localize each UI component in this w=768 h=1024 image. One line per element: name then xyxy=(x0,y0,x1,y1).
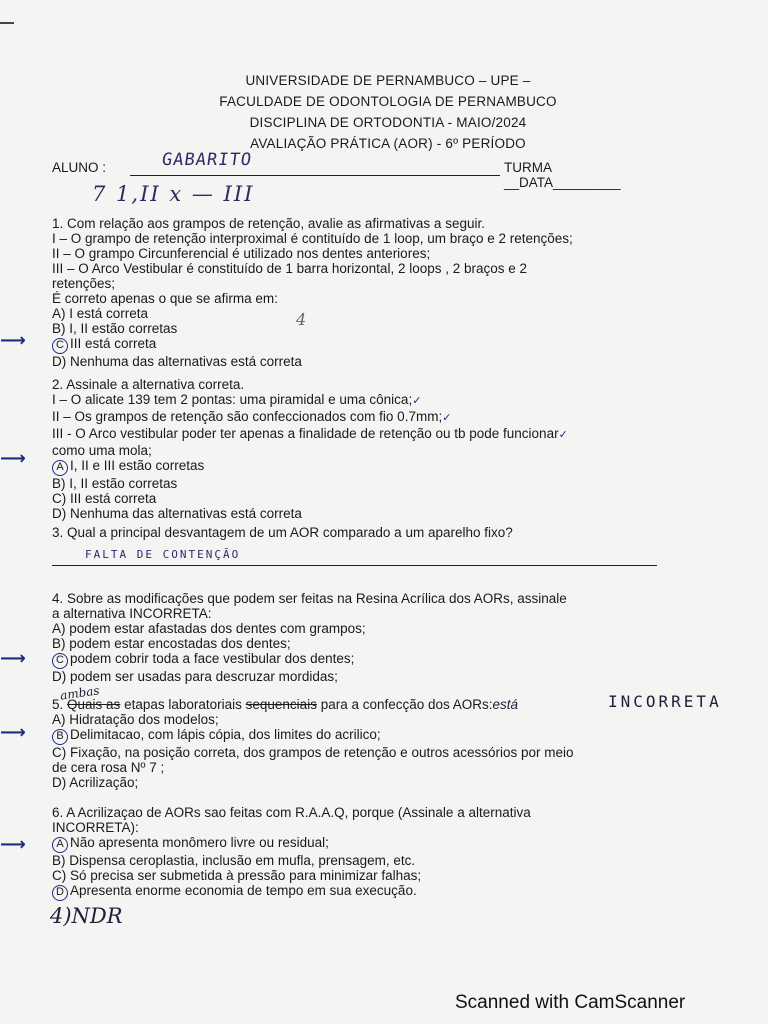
question-1 xyxy=(52,216,712,369)
q6-handwritten-ndr: 4)NDR xyxy=(50,904,123,928)
q2-statement-ii: II – Os grampos de retenção são confeccionados com fio 0.7mm;✓ xyxy=(52,409,452,424)
q1-selected-circle: C xyxy=(52,338,68,354)
q5-title: 5. Quais as etapas laboratoriais sequenciais para a confecção dos AORs:está xyxy=(52,697,519,712)
q1-prompt: É correto apenas o que se afirma em: xyxy=(52,291,278,306)
q5-option-c: C) Fixação, na posição correta, dos grampos de retenção e outros acessórios por meio xyxy=(52,745,574,760)
q2-option-a: A I, II e III estão corretas xyxy=(52,458,712,476)
q3-handwritten-answer: FALTA DE CONTENÇÃO xyxy=(85,548,241,561)
q1-statement-iii-cont: retenções; xyxy=(52,276,116,291)
q5-option-d: D) Acrilização; xyxy=(52,775,139,790)
q6-option-d: D Apresenta enorme economia de tempo em sua execução. xyxy=(52,883,712,901)
q1-statement-ii: II – O grampo Circunferencial é utilizado nos dentes anteriores; xyxy=(52,246,431,261)
student-row xyxy=(52,150,652,190)
header-line-2: FACULDADE DE ODONTOLOGIA DE PERNAMBUCO xyxy=(219,94,557,109)
q4-selected-circle: C xyxy=(52,653,68,669)
question-6 xyxy=(52,805,712,901)
question-3 xyxy=(52,525,712,540)
q1-statement-iii: III – O Arco Vestibular é constituído de 1 barra horizontal, 2 loops , 2 braços e 2 xyxy=(52,261,528,276)
q1-option-c xyxy=(52,336,712,354)
turma-data-field: TURMA __DATA_________ xyxy=(504,160,621,190)
header-line-3: DISCIPLINA DE ORTODONTIA - MAIO/2024 xyxy=(249,115,527,130)
q4-option-a: A) podem estar afastadas dos dentes com grampos; xyxy=(52,621,366,636)
q4-title-cont: a alternativa INCORRETA: xyxy=(52,606,212,621)
student-name-line xyxy=(130,175,500,176)
q5-option-c-cont: de cera rosa Nº 7 ; xyxy=(52,760,165,775)
q6-title: 6. A Acrilizaçao de AORs sao feitas com R.A.A.Q, porque (Assinale a alternativa xyxy=(52,805,531,820)
q2-statement-iii-cont: como uma mola; xyxy=(52,443,152,458)
q5-handwritten-ambas: ambas xyxy=(59,683,101,703)
q1-arrow-icon: ⟶ xyxy=(0,330,26,350)
q5-strike-1: Quais as xyxy=(67,697,121,712)
check-mark-icon: ✓ xyxy=(442,412,452,424)
q6-selected-circle-a: A xyxy=(52,837,68,853)
q4-option-d: D) podem ser usadas para descruzar mordidas; xyxy=(52,669,338,684)
q5-selected-circle: B xyxy=(52,729,68,745)
q4-option-b: B) podem estar encostadas dos dentes; xyxy=(52,636,291,651)
student-label: ALUNO : xyxy=(52,160,107,175)
q5-option-a: A) Hidratação dos modelos; xyxy=(52,712,219,727)
q2-statement-iii: III - O Arco vestibular poder ter apenas a finalidade de retenção ou tb pode funcionar✓ xyxy=(52,426,568,441)
check-mark-icon: ✓ xyxy=(412,395,422,407)
q2-title: 2. Assinale a alternativa correta. xyxy=(52,377,245,392)
q5-option-b: B Delimitacao, com lápis cópia, dos limites do acrilico; xyxy=(52,727,712,745)
q3-answer-line xyxy=(52,565,657,566)
q5-arrow-icon: ⟶ xyxy=(0,722,26,742)
q1-option-b: B) I, II estão corretas xyxy=(52,321,178,336)
q4-arrow-icon: ⟶ xyxy=(0,648,26,668)
student-name-handwritten: GABARITO xyxy=(160,150,254,170)
q4-title: 4. Sobre as modificações que podem ser feitas na Resina Acrílica dos AORs, assinale xyxy=(52,591,567,606)
q3-title: 3. Qual a principal desvantagem de um AOR comparado a um aparelho fixo? xyxy=(52,525,513,540)
q1-option-c-text: III está correta xyxy=(70,336,157,351)
q2-statement-i: I – O alicate 139 tem 2 pontas: uma piramidal e uma cônica;✓ xyxy=(52,392,422,407)
q4-option-c: C podem cobrir toda a face vestibular dos dentes; xyxy=(52,651,712,669)
q1-option-d: D) Nenhuma das alternativas está correta xyxy=(52,354,302,369)
q6-option-b: B) Dispensa ceroplastia, inclusão em mufla, prensagem, etc. xyxy=(52,853,416,868)
check-mark-icon: ✓ xyxy=(558,429,568,441)
q6-selected-circle-d: D xyxy=(52,885,68,901)
q5-handwritten-incorreta: INCORRETA xyxy=(608,692,722,711)
q1-handwritten-mark: 4 xyxy=(296,310,307,329)
q2-option-b: B) I, II estão corretas xyxy=(52,476,178,491)
header-line-4: AVALIAÇÃO PRÁTICA (AOR) - 6º PERÍODO xyxy=(250,136,526,151)
q6-title-cont: INCORRETA): xyxy=(52,820,139,835)
q2-option-c: C) III está correta xyxy=(52,491,157,506)
question-4 xyxy=(52,591,712,684)
q2-selected-circle: A xyxy=(52,460,68,476)
q5-strike-2: sequenciais xyxy=(245,697,317,712)
header-line-1: UNIVERSIDADE DE PERNAMBUCO – UPE – xyxy=(245,73,531,88)
q1-title: 1. Com relação aos grampos de retenção, avalie as afirmativas a seguir. xyxy=(52,216,485,231)
q2-arrow-icon: ⟶ xyxy=(0,448,26,468)
scan-mark xyxy=(0,22,14,24)
question-2 xyxy=(52,377,712,521)
q1-statement-i: I – O grampo de retenção interproximal é contituído de 1 loop, um braço e 2 retenções; xyxy=(52,231,573,246)
q2-option-d: D) Nenhuma das alternativas está correta xyxy=(52,506,302,521)
q6-option-c: C) Só precisa ser submetida à pressão para minimizar falhas; xyxy=(52,868,422,883)
camscanner-watermark: Scanned with CamScanner xyxy=(455,992,686,1013)
document-header xyxy=(0,70,768,154)
handwritten-notes: 7 1,II x — III xyxy=(92,182,255,206)
q6-arrow-icon: ⟶ xyxy=(0,834,26,854)
q1-option-a: A) I está correta xyxy=(52,306,149,321)
q6-option-a: A Não apresenta monômero livre ou residual; xyxy=(52,835,712,853)
q5-handwritten-esta: está xyxy=(492,697,519,712)
